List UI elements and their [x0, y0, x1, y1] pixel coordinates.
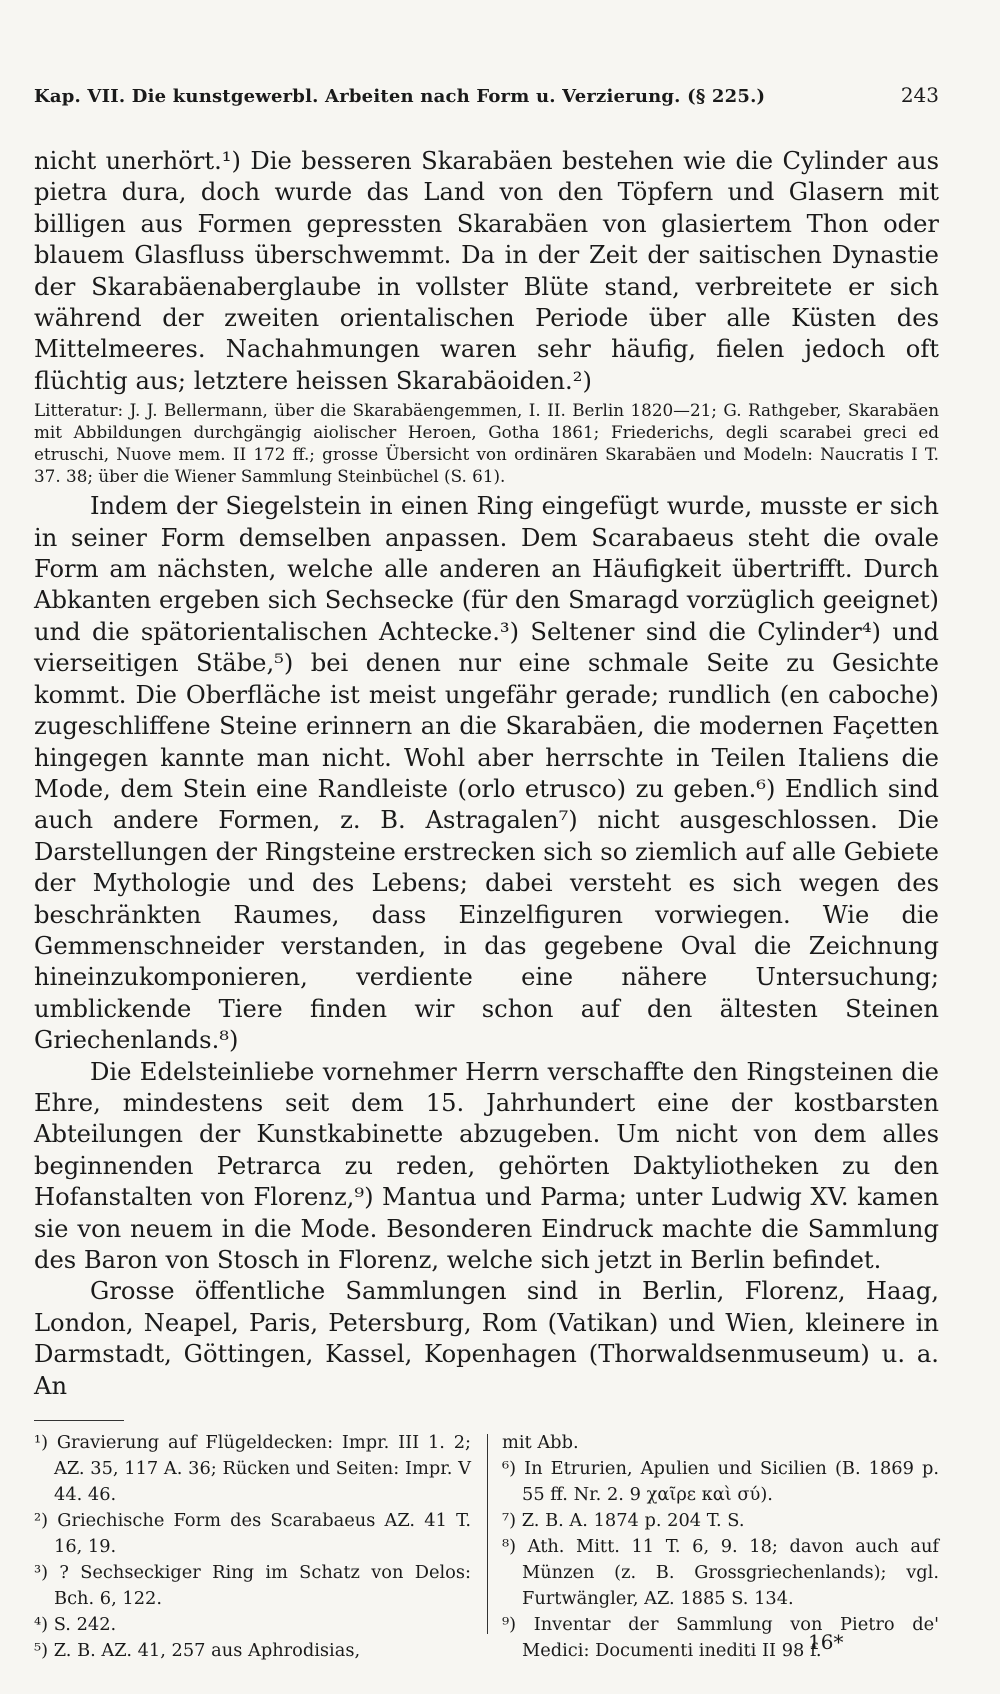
footnote-8: ⁸) Ath. Mitt. 11 T. 6, 9. 18; davon auch auf Münzen (z. B. Grossgriechenlands); vgl. Furtwängler, AZ. 1885 S. 134. [502, 1536, 939, 1609]
footnotes [34, 1430, 939, 1664]
footnotes-left-column [34, 1430, 479, 1664]
page-number: 243 [900, 83, 939, 107]
paragraph-1: nicht unerhört.¹) Die besseren Skarabäen bestehen wie die Cylinder aus pietra dura, doch wurde das Land von den Töpfern und Glasern mit billigen aus Formen gepressten Skarabäen von glasiertem Thon oder blauem Glasfluss überschwemmt. Da in der Zeit der saitischen Dynastie der Skarabäenaberglaube in vollster Blüte stand, verbreitete er sich während der zweiten orientalischen Periode über alle Küsten des Mittelmeeres. Nachahmungen waren sehr häufig, fielen jedoch oft flüchtig aus; letztere heissen Skarabäoiden.²) [34, 147, 939, 395]
footnote-4: ⁴) S. 242. [34, 1614, 117, 1635]
running-title: Kap. VII. Die kunstgewerbl. Arbeiten nach Form u. Verzierung. (§ 225.) [34, 86, 766, 107]
footnote-7: ⁷) Z. B. A. 1874 p. 204 T. S. [502, 1510, 745, 1531]
paragraph-2: Indem der Siegelstein in einen Ring eingefügt wurde, musste er sich in seiner Form demselben anpassen. Dem Scarabaeus steht die ovale Form am nächsten, welche alle anderen an Häufigkeit übertrifft. Durch Abkanten ergeben sich Sechsecke (für den Smaragd vorzüglich geeignet) und die spätorientalischen Achtecke.³) Seltener sind die Cylinder⁴) und vierseitigen Stäbe,⁵) bei denen nur eine schmale Seite zu Gesichte kommt. Die Oberfläche ist meist ungefähr gerade; rundlich (en caboche) zugeschliffene Steine erinnern an die Skarabäen, die modernen Façetten hingegen kannte man nicht. Wohl aber herrschte in Teilen Italiens die Mode, dem Stein eine Randleiste (orlo etrusco) zu geben.⁶) Endlich sind auch andere Formen, z. B. Astragalen⁷) nicht ausgeschlossen. Die Darstellungen der Ringsteine erstrecken sich so ziemlich auf alle Gebiete der Mythologie und des Lebens; dabei versteht es sich wegen des beschränkten Raumes, dass Einzelfiguren vorwiegen. Wie die Gemmenschneider verstanden, in das gegebene Oval die Zeichnung hineinzukomponieren, verdiente eine nähere Untersuchung; umblickende Tiere finden wir schon auf den ältesten Steinen Griechenlands.⁸) [34, 492, 939, 1055]
footnote-5-continued: mit Abb. [502, 1432, 579, 1453]
main-text [34, 146, 939, 1402]
footnote-5: ⁵) Z. B. AZ. 41, 257 aus Aphrodisias, [34, 1640, 361, 1661]
footnote-3: ³) ? Sechseckiger Ring im Schatz von Delos: Bch. 6, 122. [34, 1562, 471, 1609]
signature-mark: 16* [808, 1630, 844, 1654]
running-header [34, 84, 939, 108]
paragraph-3: Die Edelsteinliebe vornehmer Herrn verschaffte den Ringsteinen die Ehre, mindestens seit dem 15. Jahrhundert eine der kostbarsten Abteilungen der Kunstkabinette abzugeben. Um nicht von dem alles beginnenden Petrarca zu reden, gehörten Daktyliotheken zu den Hofanstalten von Florenz,⁹) Mantua und Parma; unter Ludwig XV. kamen sie von neuem in die Mode. Besonderen Eindruck machte die Sammlung des Baron von Stosch in Florenz, welche sich jetzt in Berlin befindet. [34, 1057, 939, 1274]
footnotes-right-column [502, 1430, 939, 1664]
footnote-2: ²) Griechische Form des Scarabaeus AZ. 41 T. 16, 19. [34, 1510, 471, 1557]
footnote-9: ⁹) Inventar der Sammlung von Pietro de' Medici: Documenti inediti II 98 f. [502, 1614, 939, 1661]
footnote-1: ¹) Gravierung auf Flügeldecken: Impr. III 1. 2; AZ. 35, 117 A. 36; Rücken und Seiten: Impr. V 44. 46. [34, 1432, 471, 1505]
footnote-rule [34, 1420, 124, 1421]
footnote-6: ⁶) In Etrurien, Apulien und Sicilien (B. 1869 p. 55 ff. Nr. 2. 9 χαῖρε καὶ σύ). [502, 1458, 939, 1505]
footnote-column-divider [487, 1434, 488, 1634]
literature-note: Litteratur: J. J. Bellermann, über die Skarabäengemmen, I. II. Berlin 1820—21; G. Rathgeber, Skarabäen mit Abbildungen durchgängig aiolischer Heroen, Gotha 1861; Friederichs, degli scarabei greci ed etruschi, Nuove mem. II 172 ff.; grosse Übersicht von ordinären Skarabäen und Modeln: Naucratis I T. 37. 38; über die Wiener Sammlung Steinbüchel (S. 61). [34, 400, 939, 487]
paragraph-4: Grosse öffentliche Sammlungen sind in Berlin, Florenz, Haag, London, Neapel, Paris, Petersburg, Rom (Vatikan) und Wien, kleinere in Darmstadt, Göttingen, Kassel, Kopenhagen (Thorwaldsenmuseum) u. a. An [34, 1277, 939, 1400]
